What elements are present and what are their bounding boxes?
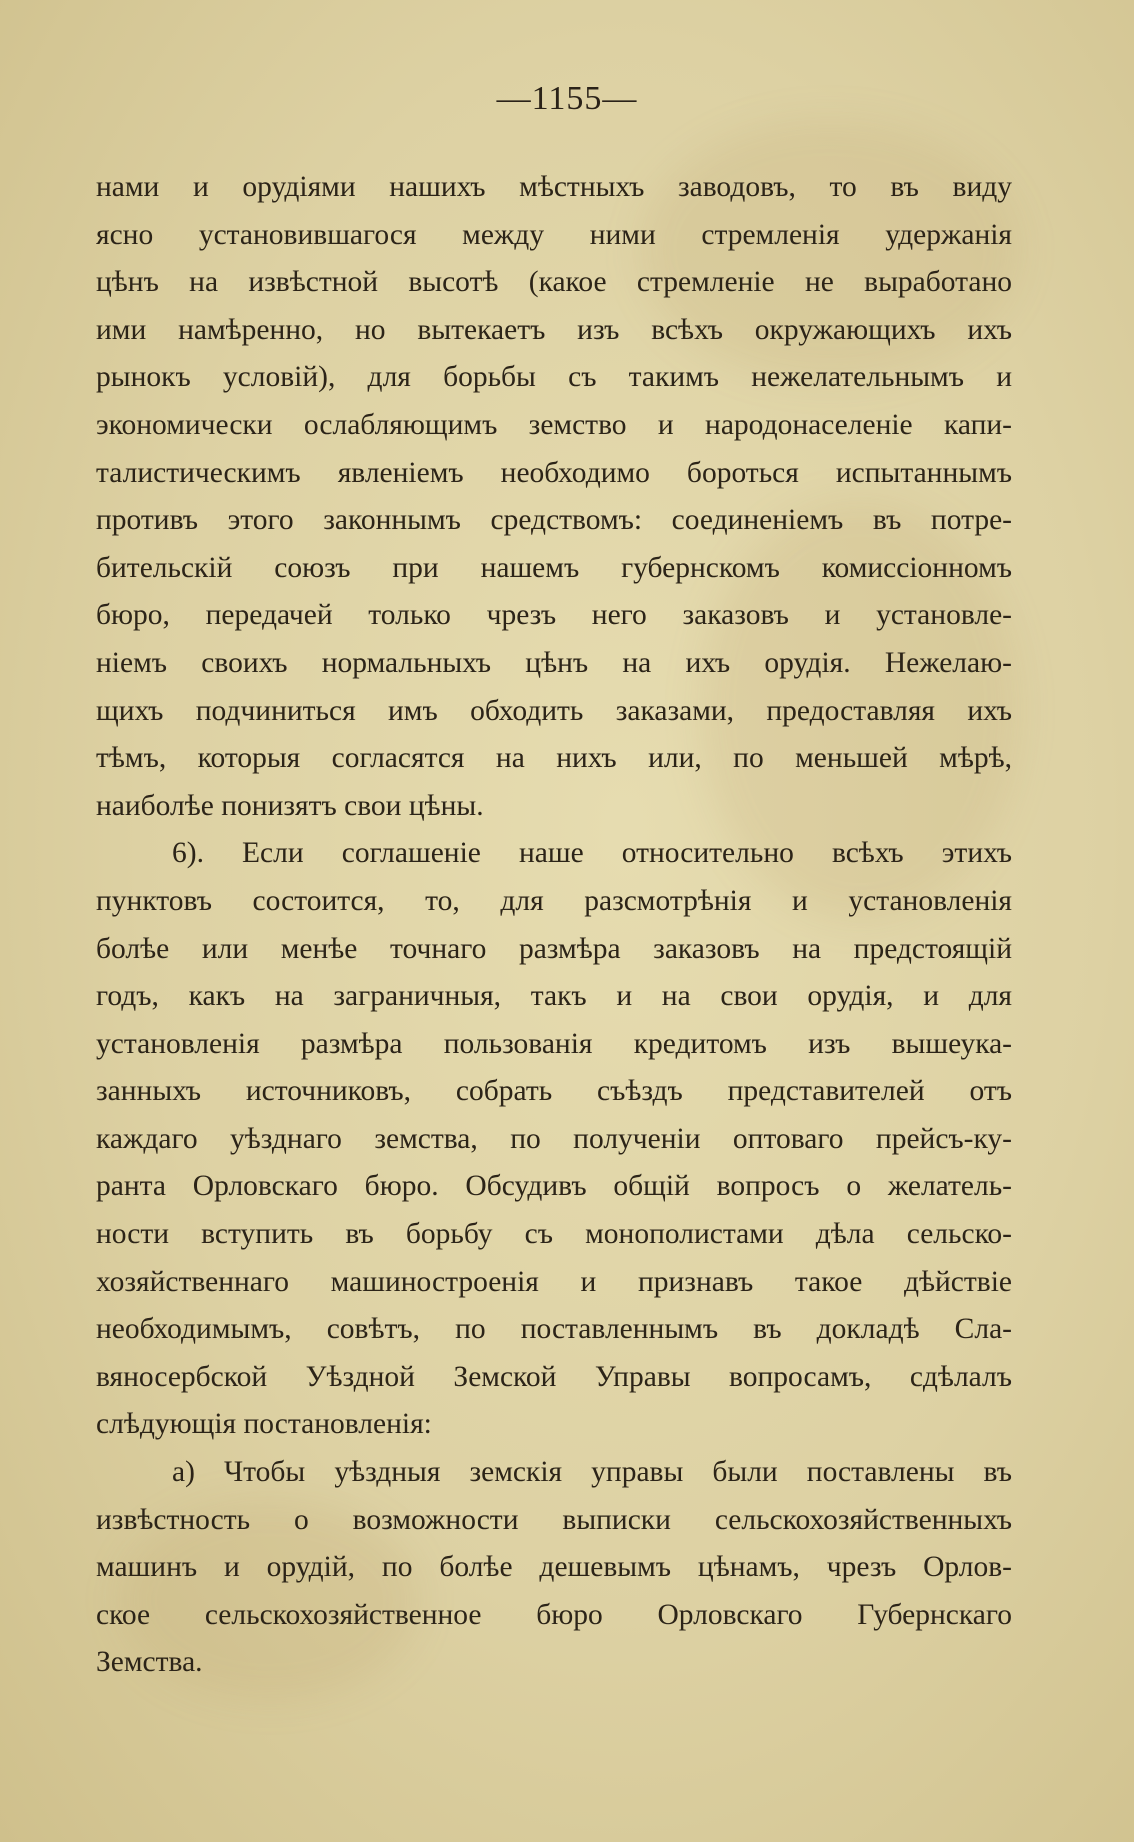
text-line: извѣстность о возможности выписки сельскохозяйственныхъ <box>96 1503 1012 1536</box>
text-line: нами и орудіями нашихъ мѣстныхъ заводовъ, то въ виду <box>96 171 1012 203</box>
text-line: необходимымъ, совѣтъ, по поставленнымъ въ докладѣ Сла- <box>96 1313 1012 1346</box>
text-line: слѣдующія постановленія: <box>96 1408 432 1441</box>
paragraph-start-line: 6). Если соглашеніе наше относительно всѣхъ этихъ <box>172 837 1012 870</box>
text-line: ранта Орловскаго бюро. Обсудивъ общій вопросъ о желатель- <box>96 1170 1012 1203</box>
text-line: вяносербской Уѣздной Земской Управы вопросамъ, сдѣлалъ <box>96 1360 1012 1393</box>
body-text <box>96 164 1012 1687</box>
text-line: цѣнъ на извѣстной высотѣ (какое стремленіе не выработано <box>96 266 1012 299</box>
text-line: установленія размѣра пользованія кредитомъ изъ вышеука- <box>96 1027 1012 1060</box>
text-line: рынокъ условій), для борьбы съ такимъ нежелательнымъ и <box>96 361 1012 394</box>
text-line: каждаго уѣзднаго земства, по полученіи оптоваго прейсъ-ку- <box>96 1122 1012 1155</box>
text-line: талистическимъ явленіемъ необходимо бороться испытаннымъ <box>96 456 1012 489</box>
text-line: Земства. <box>96 1646 203 1679</box>
page-number: —1155— <box>496 80 638 117</box>
text-line: машинъ и орудій, по болѣе дешевымъ цѣнамъ, чрезъ Орлов- <box>96 1551 1012 1584</box>
paragraph-start-line: а) Чтобы уѣздныя земскія управы были поставлены въ <box>172 1456 1012 1489</box>
text-line: щихъ подчиниться имъ обходить заказами, предоставляя ихъ <box>96 694 1012 727</box>
text-line: бюро, передачей только чрезъ него заказовъ и установле- <box>96 599 1012 632</box>
text-line: наиболѣе понизятъ свои цѣны. <box>96 789 484 822</box>
text-line: хозяйственнаго машиностроенія и признавъ такое дѣйствіе <box>96 1265 1012 1298</box>
text-line: бительскій союзъ при нашемъ губернскомъ комиссіонномъ <box>96 551 1012 584</box>
text-line: ими намѣренно, но вытекаетъ изъ всѣхъ окружающихъ ихъ <box>96 313 1012 346</box>
text-line: ности вступить въ борьбу съ монополистами дѣла сельско- <box>96 1218 1012 1251</box>
text-line: тѣмъ, которыя согласятся на нихъ или, по меньшей мѣрѣ, <box>96 742 1012 775</box>
text-line: болѣе или менѣе точнаго размѣра заказовъ на предстоящій <box>96 932 1012 965</box>
text-line: пунктовъ состоится, то, для разсмотрѣнія и установленія <box>96 884 1012 917</box>
text-line: ніемъ своихъ нормальныхъ цѣнъ на ихъ орудія. Нежелаю- <box>96 646 1012 679</box>
text-line: занныхъ источниковъ, собрать съѣздъ представителей отъ <box>96 1075 1012 1108</box>
text-line: ясно установившагося между ними стремленія удержанія <box>96 218 1012 251</box>
text-line: экономически ослабляющимъ земство и народонаселеніе капи- <box>96 408 1012 441</box>
text-line: ское сельскохозяйственное бюро Орловскаго Губернскаго <box>96 1598 1012 1631</box>
text-line: противъ этого законнымъ средствомъ: соединеніемъ въ потре- <box>96 504 1012 537</box>
text-line: годъ, какъ на заграничныя, такъ и на свои орудія, и для <box>96 980 1012 1013</box>
